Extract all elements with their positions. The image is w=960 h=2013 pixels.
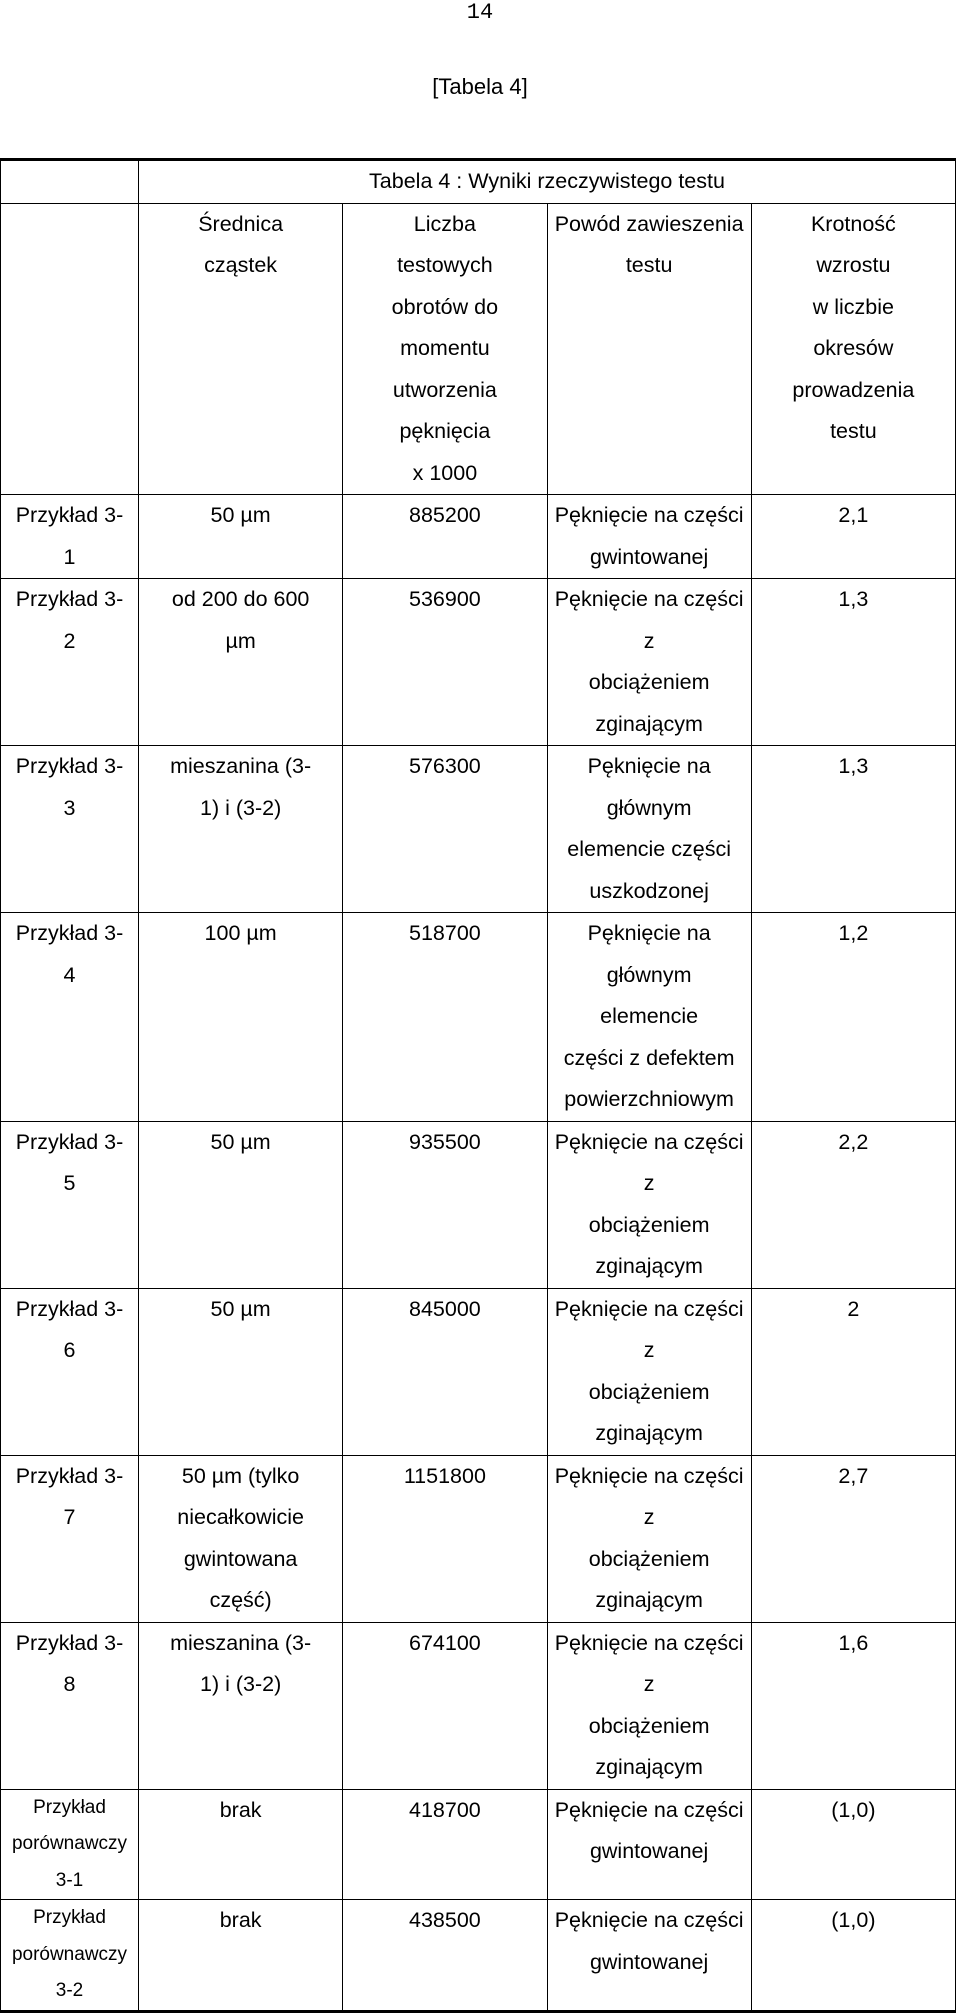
- page-number: 14: [466, 0, 494, 25]
- table-row: [1, 1288, 956, 1455]
- cell-reason: Pęknięcie na głównym elemencie części z defektem powierzchniowym: [547, 913, 751, 1122]
- row-label: Przykład 3- 6: [1, 1288, 139, 1455]
- results-table-container: [0, 158, 956, 2013]
- row-label: Przykład 3- 1: [1, 495, 139, 579]
- cell-reason: Pęknięcie na części z obciążeniem zginającym: [547, 1455, 751, 1622]
- table-title-spacer: [1, 161, 139, 204]
- header-cell-reason: Powód zawieszenia testu: [547, 203, 751, 495]
- cell-revolutions: 438500: [343, 1900, 547, 2011]
- cell-fold: 2,7: [751, 1455, 955, 1622]
- cell-fold: 2,1: [751, 495, 955, 579]
- table-row: [1, 1900, 956, 2011]
- cell-fold: 2,2: [751, 1121, 955, 1288]
- table-row: [1, 1455, 956, 1622]
- table-row: [1, 746, 956, 913]
- header-cell-label: [1, 203, 139, 495]
- table-row: [1, 495, 956, 579]
- table-title: Tabela 4 : Wyniki rzeczywistego testu: [139, 161, 956, 204]
- cell-diameter: 50 µm: [139, 1121, 343, 1288]
- cell-reason: Pęknięcie na części gwintowanej: [547, 1900, 751, 2011]
- row-label: Przykład 3- 3: [1, 746, 139, 913]
- row-label: Przykład 3- 5: [1, 1121, 139, 1288]
- cell-diameter: 50 µm (tylko niecałkowicie gwintowana część): [139, 1455, 343, 1622]
- cell-diameter: 50 µm: [139, 495, 343, 579]
- cell-fold: 1,6: [751, 1622, 955, 1789]
- cell-reason: Pęknięcie na części z obciążeniem zginającym: [547, 1622, 751, 1789]
- cell-revolutions: 1151800: [343, 1455, 547, 1622]
- cell-reason: Pęknięcie na części z obciążeniem zginającym: [547, 1121, 751, 1288]
- table-header-row: [1, 203, 956, 495]
- cell-reason: Pęknięcie na części gwintowanej: [547, 495, 751, 579]
- row-label: Przykład porównawczy 3-1: [1, 1789, 139, 1900]
- row-label: Przykład 3- 2: [1, 579, 139, 746]
- header-cell-revolutions: Liczba testowych obrotów do momentu utworzenia pęknięcia x 1000: [343, 203, 547, 495]
- row-label: Przykład porównawczy 3-2: [1, 1900, 139, 2011]
- cell-diameter: mieszanina (3- 1) i (3-2): [139, 1622, 343, 1789]
- cell-fold: 1,3: [751, 579, 955, 746]
- header-cell-diameter: Średnica cząstek: [139, 203, 343, 495]
- table-row: [1, 1622, 956, 1789]
- cell-revolutions: 536900: [343, 579, 547, 746]
- row-label: Przykład 3- 8: [1, 1622, 139, 1789]
- cell-reason: Pęknięcie na części gwintowanej: [547, 1789, 751, 1900]
- cell-diameter: 100 µm: [139, 913, 343, 1122]
- table-row: [1, 579, 956, 746]
- cell-fold: 1,2: [751, 913, 955, 1122]
- cell-fold: (1,0): [751, 1900, 955, 2011]
- cell-reason: Pęknięcie na głównym elemencie części uszkodzonej: [547, 746, 751, 913]
- results-table: [0, 160, 956, 2011]
- row-label: Przykład 3- 7: [1, 1455, 139, 1622]
- cell-diameter: mieszanina (3- 1) i (3-2): [139, 746, 343, 913]
- table-row: [1, 1789, 956, 1900]
- cell-revolutions: 674100: [343, 1622, 547, 1789]
- cell-revolutions: 576300: [343, 746, 547, 913]
- cell-reason: Pęknięcie na części z obciążeniem zginającym: [547, 579, 751, 746]
- cell-diameter: 50 µm: [139, 1288, 343, 1455]
- row-label: Przykład 3- 4: [1, 913, 139, 1122]
- cell-revolutions: 518700: [343, 913, 547, 1122]
- cell-revolutions: 845000: [343, 1288, 547, 1455]
- cell-revolutions: 418700: [343, 1789, 547, 1900]
- header-cell-fold: Krotność wzrostu w liczbie okresów prowadzenia testu: [751, 203, 955, 495]
- cell-fold: (1,0): [751, 1789, 955, 1900]
- cell-diameter: od 200 do 600 µm: [139, 579, 343, 746]
- table-row: [1, 913, 956, 1122]
- table-row: [1, 1121, 956, 1288]
- cell-diameter: brak: [139, 1900, 343, 2011]
- cell-revolutions: 885200: [343, 495, 547, 579]
- cell-fold: 2: [751, 1288, 955, 1455]
- table-caption: [Tabela 4]: [432, 74, 528, 99]
- cell-fold: 1,3: [751, 746, 955, 913]
- cell-reason: Pęknięcie na części z obciążeniem zginającym: [547, 1288, 751, 1455]
- table-title-row: [1, 161, 956, 204]
- cell-diameter: brak: [139, 1789, 343, 1900]
- cell-revolutions: 935500: [343, 1121, 547, 1288]
